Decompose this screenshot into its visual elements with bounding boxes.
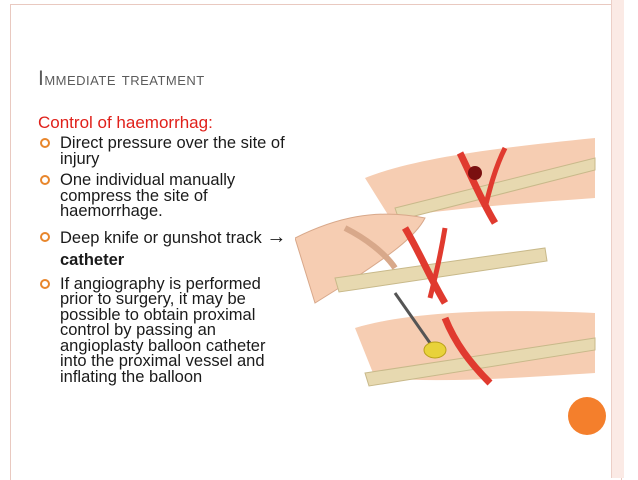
title-rest: mmediate treatment	[44, 69, 205, 90]
title-first-letter: I	[38, 67, 45, 90]
bullet-list	[38, 136, 288, 391]
haemorrhage-control-illustration	[295, 128, 605, 398]
arrow-symbol: →	[266, 225, 287, 248]
bullet-bold-text: catheter	[60, 250, 125, 269]
bullet-text: Direct pressure over the site of injury	[60, 134, 285, 168]
slide-subtitle: Control of haemorrhag:	[38, 113, 213, 132]
bullet-marker-icon	[40, 175, 50, 185]
balloon-icon	[424, 342, 446, 358]
bullet-text: If angiography is performed prior to surgery, it may be possible to obtain proximal control by passing an angioplasty balloon catheter into the proximal vessel and inflating the balloon	[60, 274, 266, 386]
bullet-text: One individual manually compress the site of haemorrhage.	[60, 171, 236, 220]
right-decorative-strip	[611, 0, 624, 478]
slide-title	[38, 67, 205, 91]
wound-icon	[468, 166, 482, 180]
bullet-marker-icon	[40, 138, 50, 148]
bullet-marker-icon	[40, 232, 50, 242]
decorative-orange-circle	[568, 397, 606, 435]
bullet-item	[38, 173, 288, 220]
hand-icon	[295, 214, 425, 303]
bullet-marker-icon	[40, 279, 50, 289]
panel-direct-pressure	[365, 138, 595, 223]
bullet-item	[38, 274, 288, 386]
bullet-item	[38, 226, 288, 271]
panel-balloon-catheter	[355, 293, 595, 386]
bullet-item	[38, 136, 288, 167]
panel-manual-compression	[295, 214, 547, 303]
bullet-text: Deep knife or gunshot track	[60, 228, 262, 247]
